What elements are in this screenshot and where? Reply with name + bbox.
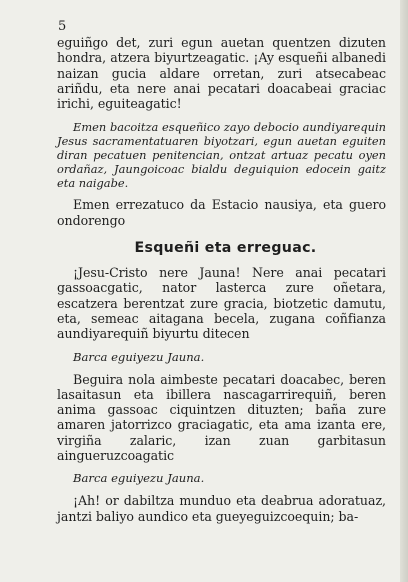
- page-edge: [400, 0, 408, 582]
- response-line-2: Barca eguiyezu Jauna.: [73, 471, 205, 486]
- section-heading: Esqueñi eta erreguac.: [134, 240, 317, 257]
- paragraph-3: ¡Jesu-Cristo nere Jauna! Nere anai pecatari gassoacgatic, nator lasterca zure oñetara, escatzera berentzat zure gracia, biotzetic damutu, eta, semeac aitagana becela, zugana coñfianza aundiyarequiñ biyurtu ditecen: [57, 265, 386, 342]
- paragraph-1: eguiñgo det, zuri egun auetan quentzen dizuten hondra, atzera biyurtzeagatic. ¡Ay esqueñi albanedi naizan gucia aldare orretan, zuri atsecabeac ariñdu, eta nere anai pecatari doacabeai graciac irichi, eguiteagatic!: [57, 35, 386, 112]
- paragraph-2: Emen errezatuco da Estacio nausiya, eta guero ondorengo: [57, 197, 386, 228]
- paragraph-4: Beguira nola aimbeste pecatari doacabec, beren lasaitasun eta ibillera nascagarrirequiñ, beren anima gassoac ciquintzen dituzten; baña zure amaren jatorrizco graciagatic, eta ama izanta ere, virgiña zalaric, izan zuan garbitasun aingueruzcoagatic: [57, 371, 386, 464]
- page-number: 5: [58, 19, 67, 34]
- paragraph-5: ¡Ah! or dabiltza munduo eta deabrua adoratuaz, jantzi baliyo aundico eta gueyeguizcoequin; ba-: [57, 493, 386, 524]
- response-line-1: Barca eguiyezu Jauna.: [73, 349, 205, 364]
- italic-instruction: Emen bacoitza esqueñico zayo debocio aundiyarequin Jesus sacramentatuaren biyotzari, egun auetan eguiten diran pecatuen penitencian, ontzat artuaz pecatu oyen ordañaz, Jaungoicoac bialdu deguiquion edocein gaitz eta naigabe.: [57, 120, 386, 191]
